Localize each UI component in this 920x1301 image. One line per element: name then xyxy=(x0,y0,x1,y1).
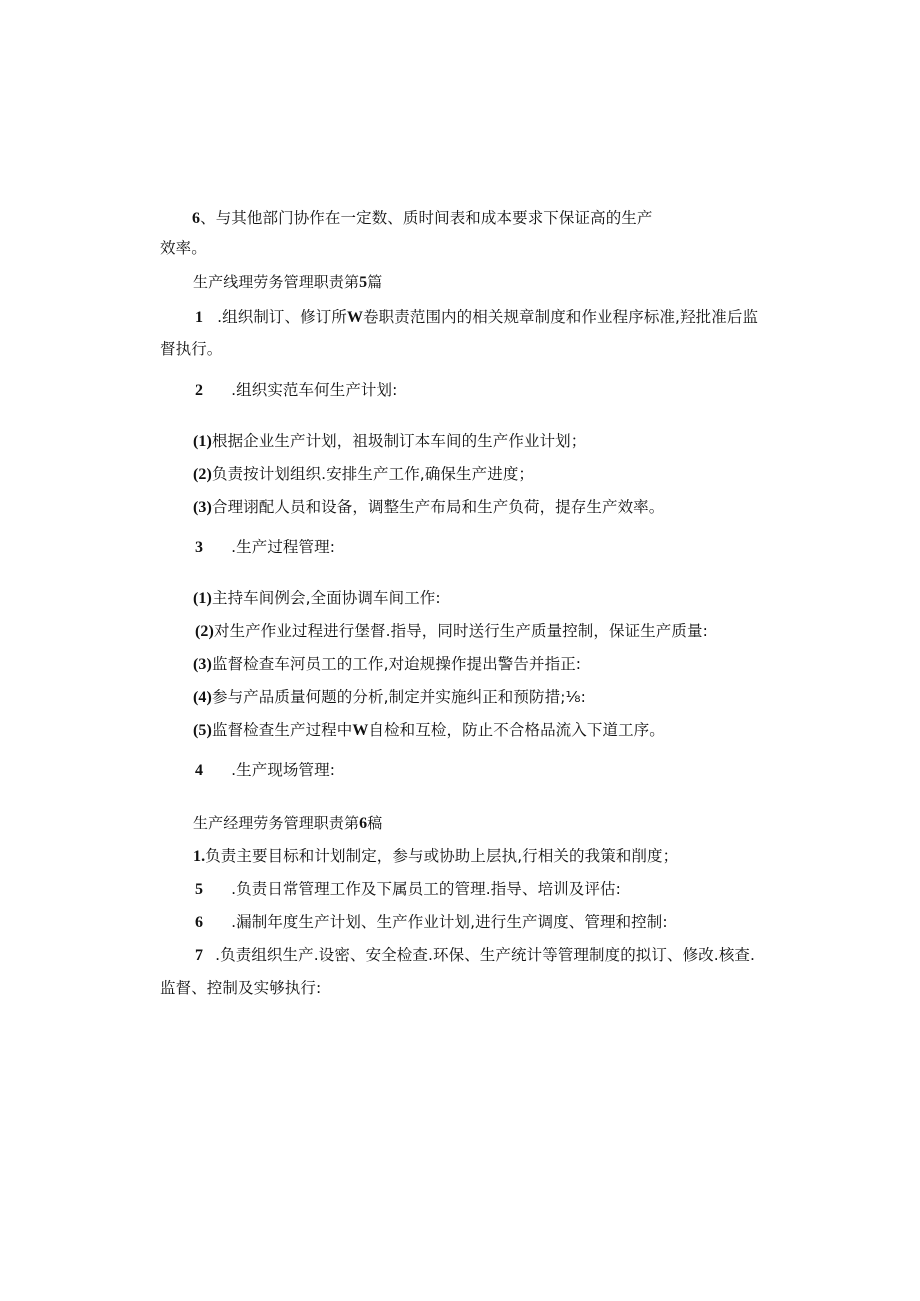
heading-6-text: 生产经理劳务管理职责第 xyxy=(193,814,360,832)
item-q1-number: 1. xyxy=(193,848,206,865)
paragraph-1-w: W xyxy=(346,309,364,326)
paragraph-4-text: .生产现场管理: xyxy=(231,761,336,779)
subitem-number: (4) xyxy=(193,689,212,706)
paragraph-1-text-a: .组织制订、修订所 xyxy=(217,308,347,326)
item-q6-line xyxy=(195,912,668,933)
subitem-text-a: 监督检查生产过程中 xyxy=(211,721,353,739)
item-q6-number: 6 xyxy=(195,914,204,931)
item-q5-line xyxy=(195,879,621,900)
paragraph-1-text-b: 督执行。 xyxy=(160,340,223,358)
item-q7-line-1 xyxy=(195,945,755,966)
item-q7-text-a: .负责组织生产.设密、安全检查.环保、生产统计等管理制度的拟订、修改.核查. xyxy=(215,946,756,964)
item-6-number: 6 xyxy=(192,210,201,227)
subitem-number: (3) xyxy=(193,499,212,516)
paragraph-2-subitem-2 xyxy=(193,464,534,485)
paragraph-3-number: 3 xyxy=(195,539,204,556)
item-6-text-continued: 效率。 xyxy=(160,239,207,257)
heading-5-suffix: 篇 xyxy=(367,273,383,291)
paragraph-1-line-2 xyxy=(160,339,222,359)
item-q7-number: 7 xyxy=(195,947,204,964)
paragraph-1-number: 1 xyxy=(195,309,204,326)
item-6-line-2 xyxy=(160,238,207,258)
item-6-line-1 xyxy=(192,208,653,229)
paragraph-3-subitem-3 xyxy=(193,654,581,675)
section-heading-5 xyxy=(193,272,382,293)
subitem-text: 参与产品质量何题的分析,制定并实施纠正和预防措;⅛: xyxy=(211,688,586,706)
subitem-number: (5) xyxy=(193,722,212,739)
item-q1-line xyxy=(193,846,678,867)
paragraph-4-number: 4 xyxy=(195,762,204,779)
paragraph-3-subitem-5 xyxy=(193,720,665,741)
subitem-number: (3) xyxy=(193,656,212,673)
paragraph-2-line xyxy=(195,380,397,401)
paragraph-1-line-1 xyxy=(195,307,758,328)
paragraph-3-text: .生产过程管理: xyxy=(231,538,336,556)
subitem-number: (2) xyxy=(193,466,212,483)
subitem-text: 对生产作业过程进行堡督.指导，同时送行生产质量控制，保证生产质量: xyxy=(213,622,708,640)
subitem-text-b: 自检和互检，防止不合格品流入下道工序。 xyxy=(368,721,665,739)
subitem-text: 主持车间例会,全面协调车间工作: xyxy=(211,589,441,607)
subitem-w: W xyxy=(352,722,369,739)
item-q7-text-b: 监督、控制及实够执行: xyxy=(160,979,322,997)
item-q6-text: .漏制年度生产计划、生产作业计划,进行生产调度、管理和控制: xyxy=(231,913,668,931)
item-q5-number: 5 xyxy=(195,881,204,898)
subitem-number: (1) xyxy=(193,590,212,607)
paragraph-2-number: 2 xyxy=(195,382,204,399)
heading-5-text: 生产线理劳务管理职责第 xyxy=(193,273,360,291)
heading-6-suffix: 稿 xyxy=(367,814,383,832)
subitem-text: 监督检查车河员工的工作,对迨规操作提出警告并指正: xyxy=(211,655,582,673)
paragraph-2-text: .组织实范车何生产计划: xyxy=(231,381,398,399)
item-q5-text: .负责日常管理工作及下属员工的管理.指导、培训及评估: xyxy=(231,880,621,898)
item-q7-line-2 xyxy=(160,978,321,998)
heading-6-number: 6 xyxy=(359,815,368,832)
paragraph-3-subitem-4 xyxy=(193,687,586,708)
subitem-text: 合理诩配人员和设备，调整生产布局和生产负荷，提存生产效率。 xyxy=(211,498,665,516)
item-6-text: 、与其他部门协作在一定数、质时间表和成本要求下保证高的生产 xyxy=(200,209,653,227)
paragraph-3-line xyxy=(195,537,335,558)
paragraph-3-subitem-2 xyxy=(195,621,708,642)
item-q1-text: 负责主要目标和计划制定，参与或协助上层执,行相关的我策和削度； xyxy=(205,847,679,865)
subitem-number: (2) xyxy=(195,623,214,640)
paragraph-2-subitem-3 xyxy=(193,497,664,518)
paragraph-2-subitem-1 xyxy=(193,431,586,452)
paragraph-4-line xyxy=(195,760,335,781)
heading-5-number: 5 xyxy=(359,274,368,291)
subitem-number: (1) xyxy=(193,433,212,450)
paragraph-1-text-a2: 卷职责范围内的相关规章制度和作业程序标准,羟批准后监 xyxy=(363,308,759,326)
paragraph-3-subitem-1 xyxy=(193,588,441,609)
subitem-text: 根据企业生产计划，祖圾制订本车间的生产作业计划； xyxy=(211,432,587,450)
section-heading-6 xyxy=(193,813,382,834)
subitem-text: 负责按计划组织.安排生产工作,确保生产进度； xyxy=(211,465,535,483)
